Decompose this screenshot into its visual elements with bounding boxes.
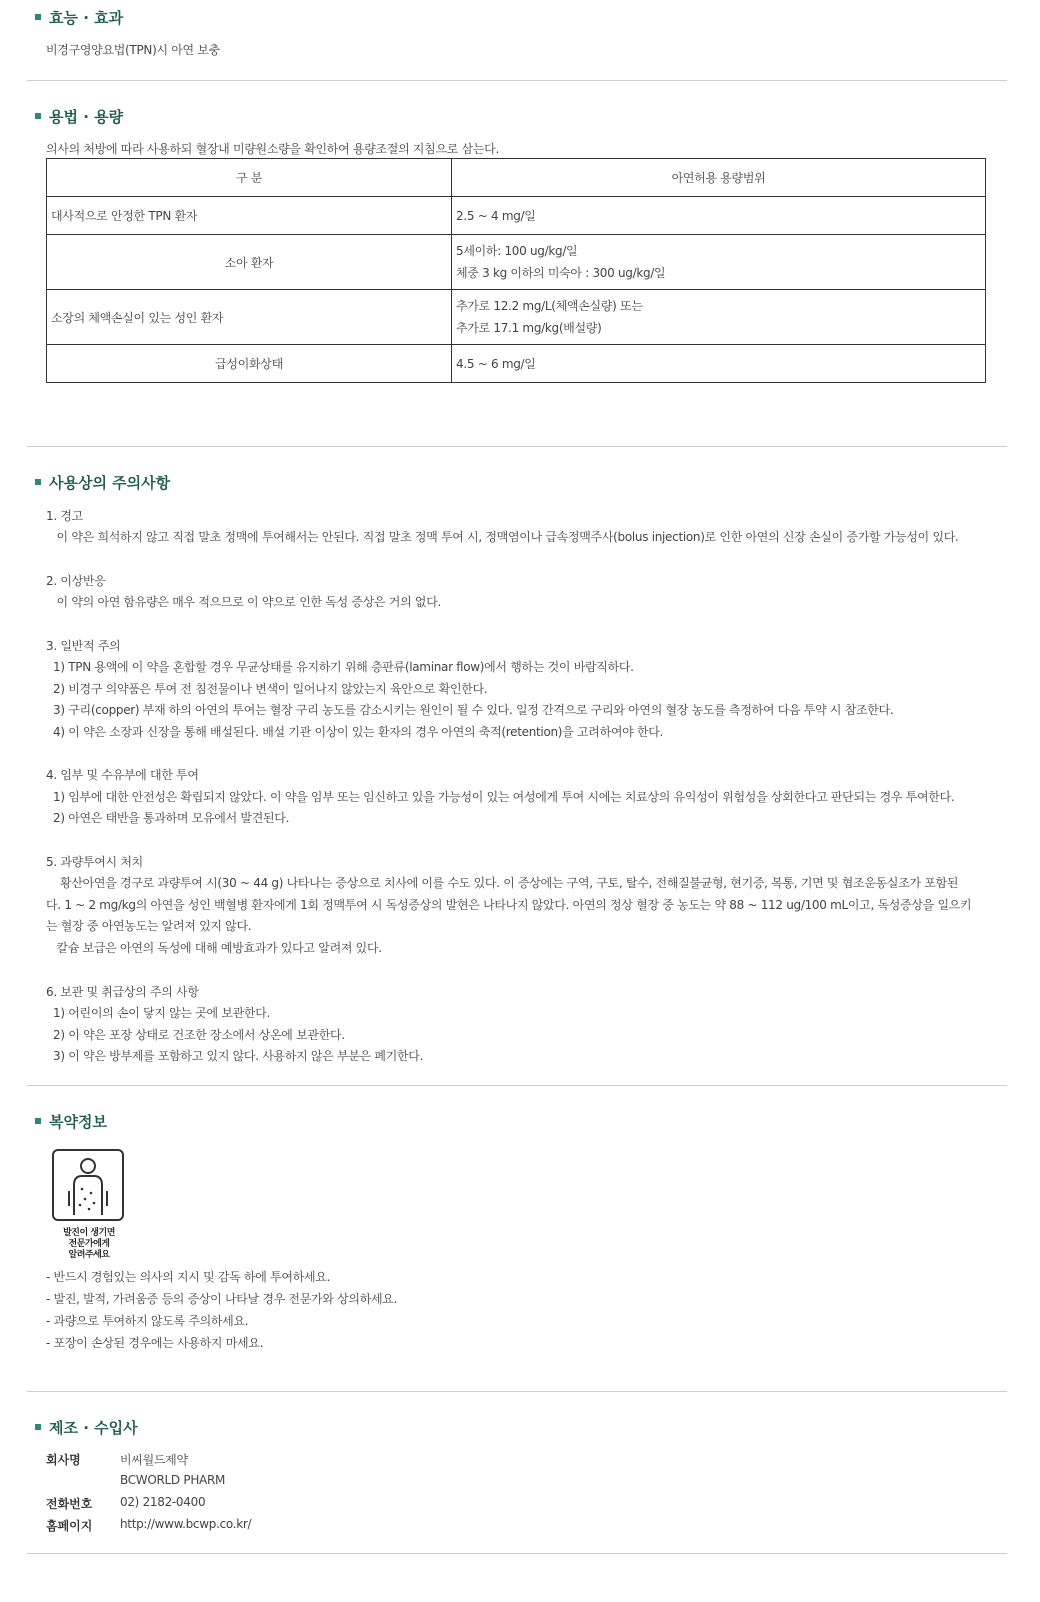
section-title-text: 효능 · 효과 [49, 9, 124, 27]
divider [27, 1085, 1007, 1086]
table-cell-range [452, 197, 986, 235]
precaution-line: 3) 이 약은 방부제를 포함하고 있지 않다. 사용하지 않은 부분은 폐기한다. [46, 1049, 424, 1063]
precaution-line: 황산아연을 경구로 과량투여 시(30 ~ 44 g) 나타나는 증상으로 치사에 이를 수도 있다. 이 증상에는 구역, 구토, 탈수, 전해질불균형, 현기증, 복통, 기면 및 협조운동실조가 포함된 [46, 876, 959, 890]
table-row [47, 235, 986, 290]
bullet-icon [35, 14, 41, 20]
section-title-efficacy [35, 7, 123, 28]
table-cell-range [452, 345, 986, 383]
table-cell-range [452, 235, 986, 290]
precaution-line: 5. 과량투여시 처치 [46, 855, 143, 869]
medication-note: - 과량으로 투여하지 않도록 주의하세요. [46, 1314, 249, 1328]
precaution-line: 는 혈장 중 아연농도는 알려져 있지 않다. [46, 919, 252, 933]
company-name-ko: 비씨월드제약 [120, 1453, 188, 1467]
precaution-line: 1) TPN 용액에 이 약을 혼합할 경우 무균상태를 유지하기 위해 층판류(laminar flow)에서 행하는 것이 바람직하다. [46, 660, 634, 674]
efficacy-text: 비경구영양요법(TPN)시 아연 보충 [46, 43, 220, 57]
section-title-manufacturer [35, 1417, 138, 1438]
icon-caption-line: 알려주세요 [68, 1250, 110, 1260]
table-cell-category: 소아 환자 [47, 235, 452, 290]
range-line: 체중 3 kg 이하의 미숙아 : 300 ug/kg/일 [456, 266, 666, 280]
medication-note: - 반드시 경험있는 의사의 지시 및 감독 하에 투여하세요. [46, 1270, 331, 1284]
precaution-line: 이 약의 아연 함유량은 매우 적으므로 이 약으로 인한 독성 증상은 거의 없다. [46, 595, 441, 609]
icon-caption-line: 발진이 생기면 [63, 1228, 115, 1238]
table-cell-category: 대사적으로 안정한 TPN 환자 [47, 197, 452, 235]
dosage-intro: 의사의 처방에 따라 사용하되 혈장내 미량원소량을 확인하여 용량조절의 지침으로 삼는다. [46, 142, 499, 156]
table-header-row [47, 159, 986, 197]
section-title-text: 용법 · 용량 [49, 108, 124, 126]
divider [27, 446, 1007, 447]
table-header: 아연허용 용량범위 [452, 159, 986, 197]
precaution-line: 다. 1 ~ 2 mg/kg의 아연을 성인 백혈병 환자에게 1회 정맥투여 시 독성증상의 발현은 나타나지 않았다. 아연의 정상 혈장 중 농도는 약 88 ~ 112 ug/100 mL이고, 독성증상을 일으키 [46, 898, 972, 912]
range-line: 추가로 17.1 mg/kg(배설량) [456, 321, 602, 335]
section-title-text: 제조 · 수입사 [49, 1419, 138, 1437]
icon-caption-line: 전문가에게 [68, 1239, 110, 1249]
medication-note: - 포장이 손상된 경우에는 사용하지 마세요. [46, 1336, 264, 1350]
divider [27, 1553, 1007, 1554]
precaution-line: 1) 어린이의 손이 닿지 않는 곳에 보관한다. [46, 1006, 271, 1020]
section-title-medication [35, 1111, 107, 1132]
company-name-en: BCWORLD PHARM [120, 1473, 226, 1487]
phone-label: 전화번호 [46, 1497, 93, 1511]
divider [27, 1391, 1007, 1392]
table-cell-range [452, 290, 986, 345]
bullet-icon [35, 1424, 41, 1430]
precaution-line: 1. 경고 [46, 509, 83, 523]
precaution-line: 3) 구리(copper) 부재 하의 아연의 투여는 혈장 구리 농도를 감소시키는 원인이 될 수 있다. 일정 간격으로 구리와 아연의 혈장 농도를 측정하여 다음 투약 시 참조한다. [46, 703, 894, 717]
section-title-dosage [35, 106, 123, 127]
section-title-precautions [35, 472, 170, 493]
homepage-link[interactable]: http://www.bcwp.co.kr/ [120, 1517, 252, 1531]
precaution-line: 2) 아연은 태반을 통과하며 모유에서 발견된다. [46, 811, 290, 825]
range-line: 5세이하: 100 ug/kg/일 [456, 244, 578, 258]
precaution-line: 칼슘 보급은 아연의 독성에 대해 예방효과가 있다고 알려져 있다. [46, 941, 382, 955]
homepage-label: 홈페이지 [46, 1519, 93, 1533]
range-line: 추가로 12.2 mg/L(체액손실량) 또는 [456, 299, 643, 313]
precaution-line: 2) 이 약은 포장 상태로 건조한 장소에서 상온에 보관한다. [46, 1028, 345, 1042]
icon-caption [44, 1228, 134, 1261]
table-row [47, 290, 986, 345]
phone-value: 02) 2182-0400 [120, 1495, 206, 1509]
bullet-icon [35, 113, 41, 119]
precaution-line: 6. 보관 및 취급상의 주의 사항 [46, 985, 199, 999]
range-line: 4.5 ~ 6 mg/일 [456, 357, 536, 371]
table-cell-category: 급성이화상태 [47, 345, 452, 383]
precaution-line: 4. 임부 및 수유부에 대한 투여 [46, 768, 199, 782]
precaution-line: 이 약은 희석하지 않고 직접 말초 정맥에 투여해서는 안된다. 직접 말초 정맥 투여 시, 정맥염이나 급속정맥주사(bolus injection)로 인한 아연의 신장 손실이 증가할 가능성이 있다. [46, 530, 959, 544]
company-label: 회사명 [46, 1453, 81, 1467]
bullet-icon [35, 479, 41, 485]
table-header: 구 분 [47, 159, 452, 197]
precaution-line: 2. 이상반응 [46, 574, 106, 588]
medication-note: - 발진, 발적, 가려움증 등의 증상이 나타날 경우 전문가와 상의하세요. [46, 1292, 398, 1306]
precaution-line: 1) 임부에 대한 안전성은 확립되지 않았다. 이 약을 임부 또는 임신하고 있을 가능성이 있는 여성에게 투여 시에는 치료상의 유익성이 위험성을 상회한다고 판단되는 경우 투여한다. [46, 790, 955, 804]
table-row [47, 197, 986, 235]
bullet-icon [35, 1118, 41, 1124]
divider [27, 80, 1007, 81]
section-title-text: 복약정보 [49, 1113, 107, 1131]
table-cell-category: 소장의 체액손실이 있는 성인 환자 [47, 290, 452, 345]
section-title-text: 사용상의 주의사항 [49, 474, 171, 492]
precaution-line: 3. 일반적 주의 [46, 639, 121, 653]
person-rash-icon [52, 1149, 124, 1221]
range-line: 2.5 ~ 4 mg/일 [456, 209, 536, 223]
precaution-line: 4) 이 약은 소장과 신장을 통해 배설된다. 배설 기관 이상이 있는 환자의 경우 아연의 축적(retention)을 고려하여야 한다. [46, 725, 664, 739]
table-row [47, 345, 986, 383]
dosage-table [46, 158, 986, 383]
precaution-line: 2) 비경구 의약품은 투여 전 침전물이나 변색이 일어나지 않았는지 육안으로 확인한다. [46, 682, 488, 696]
